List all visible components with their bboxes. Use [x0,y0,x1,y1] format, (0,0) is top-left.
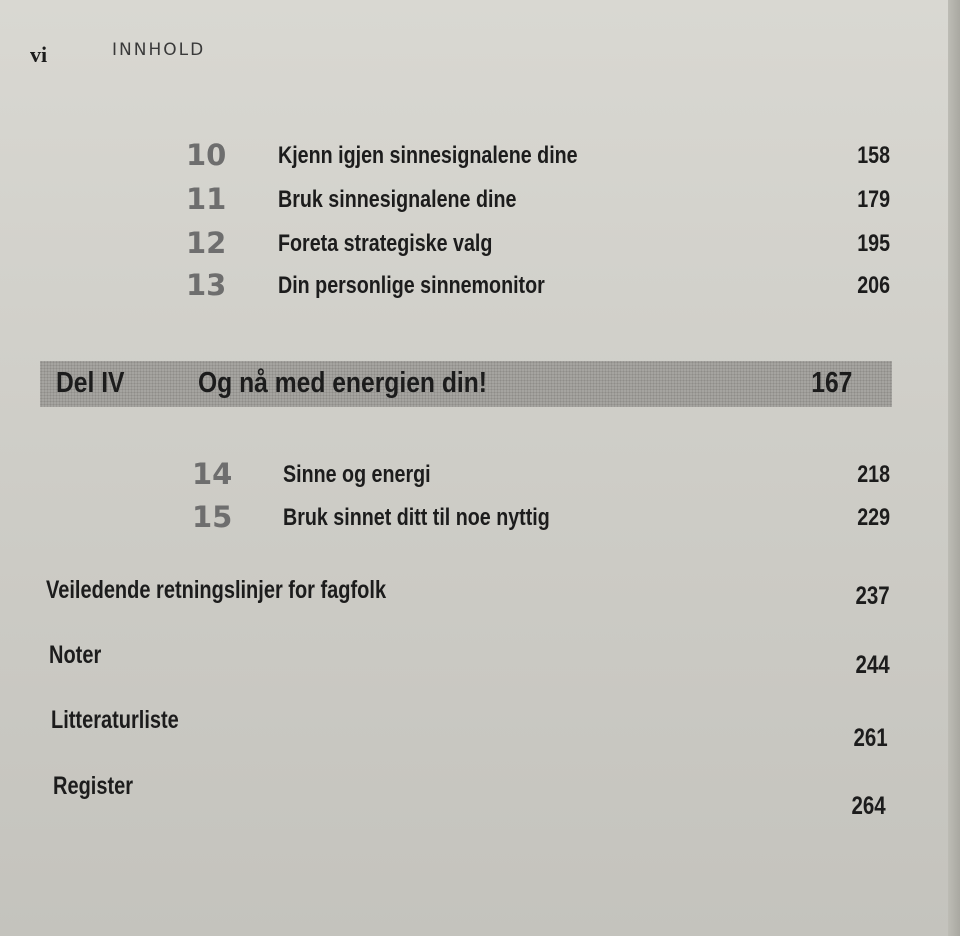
chapter-title: Kjenn igjen sinnesignalene dine [278,142,578,169]
chapter-page: 206 [857,272,890,299]
chapter-page: 158 [857,142,890,169]
part-page: 167 [810,367,852,399]
chapter-number: 12 [186,226,227,260]
chapter-number: 13 [186,268,227,302]
chapter-number: 10 [186,138,227,172]
chapter-page: 218 [857,461,890,488]
chapter-title: Foreta strategiske valg [278,230,493,257]
toc-entry-chapter-12[interactable] [0,224,960,264]
header-page-number: vi [30,42,48,67]
part-label: Del IV [56,367,125,399]
chapter-title: Din personlige sinnemonitor [278,272,545,299]
chapter-number: 11 [186,182,227,216]
toc-entry-chapter-13[interactable] [0,266,960,306]
back-matter-title: Veiledende retningslinjer for fagfolk [46,576,387,604]
chapter-number: 15 [192,500,233,534]
chapter-page: 195 [857,230,890,257]
chapter-page: 179 [857,186,890,213]
part-iv-banner[interactable] [40,361,892,407]
part-title: Og nå med energien din! [198,367,487,399]
chapter-title: Bruk sinnet ditt til noe nyttig [283,504,550,531]
toc-entry-notes[interactable] [0,641,960,711]
toc-entry-index[interactable] [0,772,960,842]
chapter-title: Bruk sinnesignalene dine [278,186,517,213]
toc-entry-chapter-10[interactable] [0,136,960,176]
toc-entry-chapter-14[interactable] [0,455,960,495]
back-matter-page: 237 [855,582,890,610]
back-matter-page: 244 [855,651,890,679]
chapter-number: 14 [192,457,233,491]
back-matter-title: Register [53,772,134,800]
chapter-page: 229 [857,504,890,531]
toc-entry-guidelines[interactable] [0,576,960,646]
back-matter-title: Litteraturliste [51,706,179,734]
back-matter-page: 261 [853,724,888,752]
toc-entry-chapter-15[interactable] [0,498,960,538]
chapter-title: Sinne og energi [283,461,431,488]
toc-entry-chapter-11[interactable] [0,180,960,220]
back-matter-page: 264 [851,792,886,820]
header-running-title: INNHOLD [112,40,206,60]
back-matter-title: Noter [49,641,102,669]
toc-entry-bibliography[interactable] [0,706,960,776]
